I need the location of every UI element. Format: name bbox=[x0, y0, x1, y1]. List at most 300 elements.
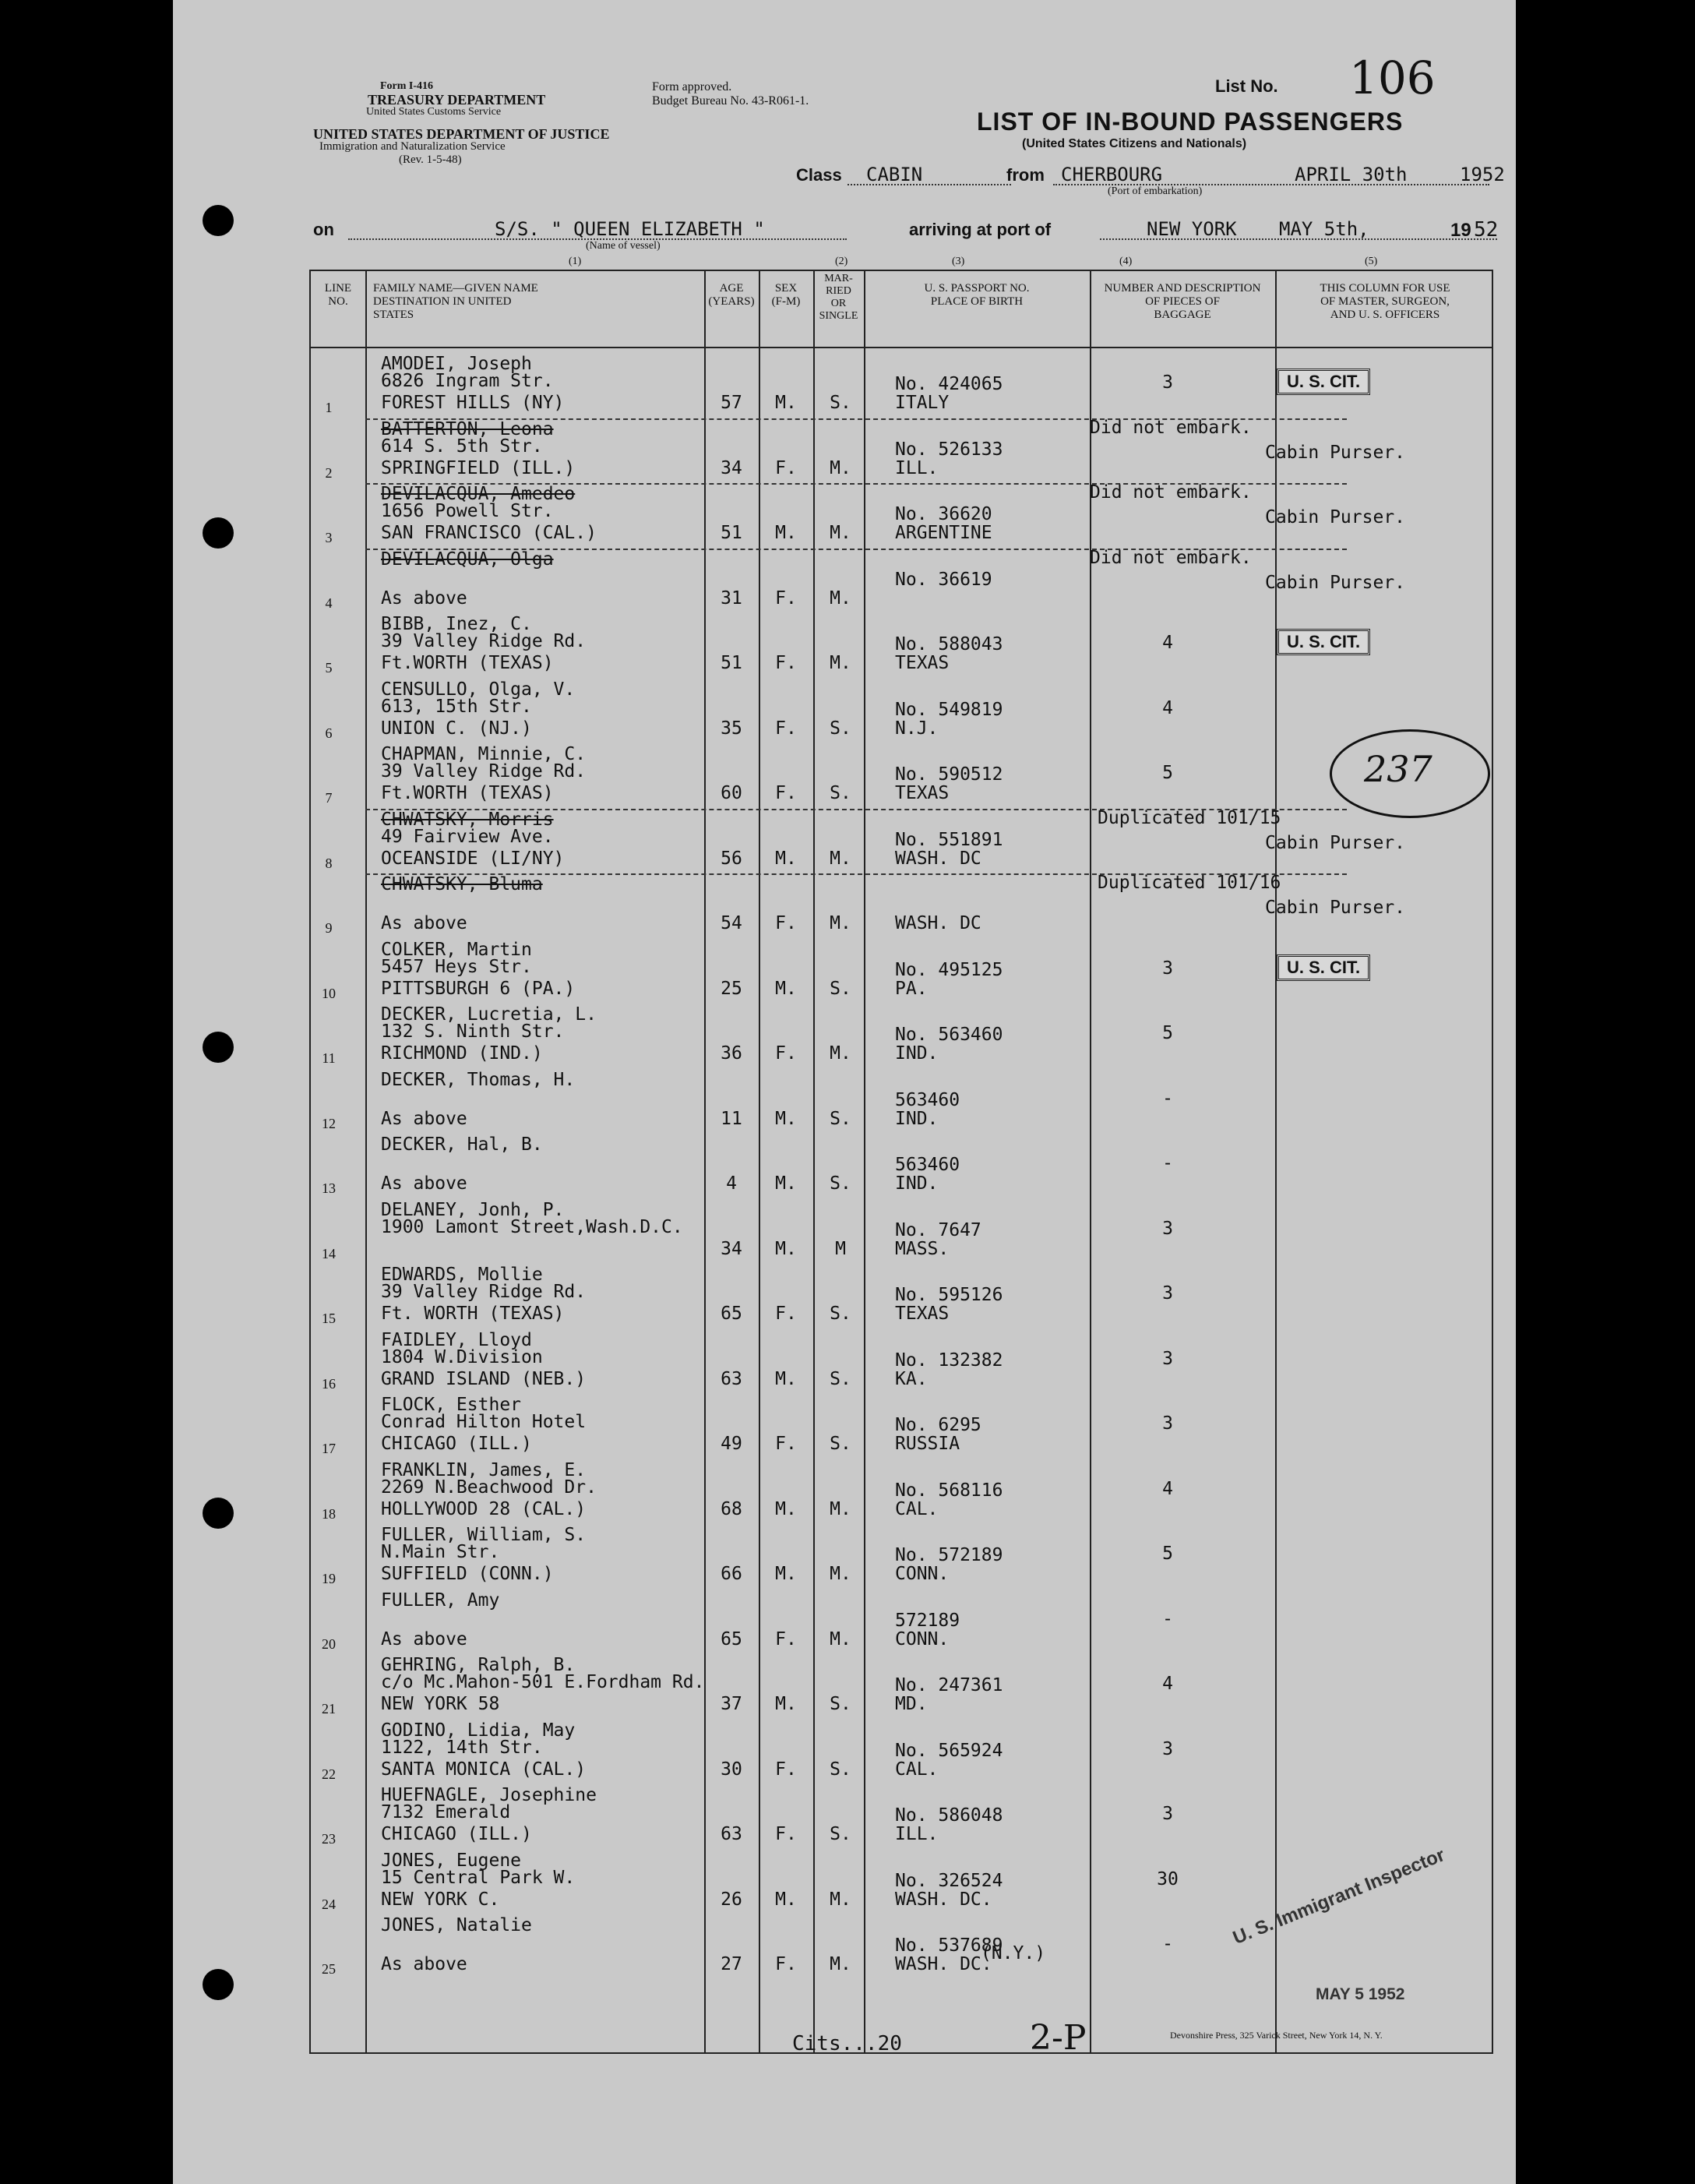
table-row bbox=[311, 809, 1495, 874]
cell-age: 4 bbox=[726, 1173, 737, 1194]
ins-label: Immigration and Naturalization Service bbox=[319, 140, 506, 153]
cell-addr2: CHICAGO (ILL.) bbox=[381, 1434, 532, 1454]
table-row bbox=[311, 483, 1495, 549]
class-underline bbox=[848, 184, 1011, 185]
cell-sex: F. bbox=[775, 1043, 797, 1064]
table-row bbox=[311, 1524, 1495, 1589]
table-row bbox=[311, 1589, 1495, 1655]
cell-addr2: RICHMOND (IND.) bbox=[381, 1043, 543, 1064]
cell-mar: M bbox=[835, 1238, 846, 1259]
from-underline bbox=[1053, 184, 1489, 185]
pages-annotation: 2-P bbox=[1030, 2018, 1087, 2058]
col-line: LINE NO. bbox=[324, 282, 352, 308]
cell-line: 8 bbox=[325, 855, 333, 871]
cell-name: JONES, Eugene bbox=[381, 1850, 522, 1871]
table-row bbox=[311, 1069, 1495, 1134]
cell-pp1: No. 572189 bbox=[895, 1545, 1003, 1565]
cell-pp2: ARGENTINE bbox=[895, 523, 992, 543]
depart-year: 1952 bbox=[1460, 164, 1505, 185]
cell-age: 37 bbox=[721, 1694, 742, 1714]
cell-bag: 3 bbox=[1162, 1413, 1173, 1434]
table-row bbox=[311, 1199, 1495, 1265]
table-row bbox=[311, 1720, 1495, 1785]
cell-line: 12 bbox=[322, 1115, 336, 1131]
cell-addr2: SPRINGFIELD (ILL.) bbox=[381, 457, 576, 478]
cell-name: FLOCK, Esther bbox=[381, 1395, 522, 1415]
cell-addr2: OCEANSIDE (LI/NY) bbox=[381, 848, 565, 869]
cell-pp2: CONN. bbox=[895, 1564, 950, 1584]
col-baggage: NUMBER AND DESCRIPTION OF PIECES OF BAGGAGE bbox=[1104, 282, 1261, 321]
cell-addr2: SANTA MONICA (CAL.) bbox=[381, 1759, 587, 1780]
cell-pp2: WASH. DC. bbox=[895, 1889, 992, 1910]
cell-note1: Duplicated 101/15 bbox=[1098, 807, 1281, 828]
cell-sex: M. bbox=[775, 1889, 797, 1910]
col-num-4: (4) bbox=[1119, 256, 1133, 267]
cell-pp1: No. 6295 bbox=[895, 1415, 981, 1435]
cell-sex: F. bbox=[775, 653, 797, 673]
cell-sex: F. bbox=[775, 587, 797, 609]
class-label: Class bbox=[796, 165, 842, 185]
table-row bbox=[311, 1329, 1495, 1395]
cell-note2: Cabin Purser. bbox=[1265, 442, 1406, 463]
cell-mar: S. bbox=[830, 1759, 851, 1780]
cell-mar: M. bbox=[830, 1954, 851, 1974]
punch-hole bbox=[203, 1498, 234, 1529]
cell-addr2: As above bbox=[381, 587, 467, 609]
cell-stamp: U. S. CIT. bbox=[1277, 954, 1370, 981]
cell-line: 10 bbox=[322, 985, 336, 1001]
col-num-5: (5) bbox=[1365, 256, 1378, 267]
cell-addr2: NEW YORK C. bbox=[381, 1889, 500, 1910]
strike-rule bbox=[365, 873, 1347, 875]
cell-line: 13 bbox=[322, 1180, 336, 1196]
cell-line: 11 bbox=[322, 1050, 336, 1066]
cell-bag: 3 bbox=[1162, 958, 1173, 979]
strike-rule bbox=[365, 418, 1347, 420]
cell-mar: M. bbox=[830, 913, 851, 933]
cell-pp1: No. 586048 bbox=[895, 1805, 1003, 1826]
cell-name: BIBB, Inez, C. bbox=[381, 614, 532, 634]
table-row bbox=[311, 743, 1495, 809]
cell-addr1: 2269 N.Beachwood Dr. bbox=[381, 1477, 597, 1498]
form-number: Form I-416 bbox=[379, 80, 434, 92]
cell-sex: F. bbox=[775, 1759, 797, 1780]
cell-bag: 4 bbox=[1162, 633, 1173, 653]
cell-age: 65 bbox=[721, 1628, 742, 1649]
on-label: on bbox=[313, 220, 334, 239]
cell-addr2: SUFFIELD (CONN.) bbox=[381, 1564, 554, 1584]
cell-mar: S. bbox=[830, 1304, 851, 1324]
cell-name: HUEFNAGLE, Josephine bbox=[381, 1785, 597, 1805]
document-subtitle: (United States Citizens and Nationals) bbox=[1022, 137, 1247, 150]
cell-name: COLKER, Martin bbox=[381, 939, 532, 960]
cell-mar: M. bbox=[830, 653, 851, 673]
cell-name: GEHRING, Ralph, B. bbox=[381, 1655, 576, 1675]
cell-addr1: 614 S. 5th Str. bbox=[381, 436, 543, 457]
table-row bbox=[311, 679, 1495, 744]
cell-age: 66 bbox=[721, 1564, 742, 1584]
cell-pp2: MASS. bbox=[895, 1238, 950, 1259]
cell-pp2: N.J. bbox=[895, 718, 939, 739]
cell-line: 18 bbox=[322, 1505, 336, 1522]
cell-line: 6 bbox=[325, 725, 333, 741]
cell-addr1: 39 Valley Ridge Rd. bbox=[381, 761, 587, 782]
cell-sex: F. bbox=[775, 718, 797, 739]
cell-addr1: 39 Valley Ridge Rd. bbox=[381, 1282, 587, 1302]
cell-sex: M. bbox=[775, 1498, 797, 1519]
cell-pp_extra: (N.Y.) bbox=[981, 1943, 1046, 1963]
cell-age: 51 bbox=[721, 653, 742, 673]
cell-line: 2 bbox=[325, 464, 333, 481]
cell-name: DECKER, Thomas, H. bbox=[381, 1069, 576, 1090]
cell-bag: 5 bbox=[1162, 1023, 1173, 1043]
arrival-year-prefix: 19 bbox=[1450, 220, 1471, 241]
arrival-year: 52 bbox=[1474, 218, 1499, 242]
cell-line: 1 bbox=[325, 400, 333, 415]
cell-addr1: Conrad Hilton Hotel bbox=[381, 1412, 587, 1432]
cell-addr2: Ft. WORTH (TEXAS) bbox=[381, 1304, 565, 1324]
cell-note1: Did not embark. bbox=[1090, 547, 1252, 568]
table-row bbox=[311, 1459, 1495, 1525]
cell-sex: F. bbox=[775, 1628, 797, 1649]
table-row bbox=[311, 1914, 1495, 1980]
cell-mar: M. bbox=[830, 457, 851, 478]
cell-line: 7 bbox=[325, 790, 333, 806]
cell-sex: F. bbox=[775, 913, 797, 933]
arrival-underline bbox=[1100, 238, 1497, 240]
cell-line: 9 bbox=[325, 920, 333, 936]
cell-sex: M. bbox=[775, 1108, 797, 1129]
cell-name: DECKER, Lucretia, L. bbox=[381, 1004, 597, 1025]
cell-pp2: IND. bbox=[895, 1043, 939, 1064]
cell-age: 35 bbox=[721, 718, 742, 739]
punch-hole bbox=[203, 1969, 234, 2000]
table-row bbox=[311, 1134, 1495, 1199]
strike-rule bbox=[365, 483, 1347, 485]
from-label: from bbox=[1006, 165, 1045, 185]
cell-addr1: 613, 15th Str. bbox=[381, 696, 532, 717]
budget-bureau: Budget Bureau No. 43-R061-1. bbox=[652, 94, 809, 108]
cell-mar: M. bbox=[830, 848, 851, 869]
cell-addr2: SAN FRANCISCO (CAL.) bbox=[381, 523, 597, 543]
cell-line: 21 bbox=[322, 1701, 336, 1717]
punch-hole bbox=[203, 1032, 234, 1063]
cell-addr1: 1122, 14th Str. bbox=[381, 1737, 543, 1758]
cell-note2: Cabin Purser. bbox=[1265, 507, 1406, 527]
cell-pp2: IND. bbox=[895, 1173, 939, 1194]
cell-addr1: 6826 Ingram Str. bbox=[381, 371, 554, 391]
cell-pp2: MD. bbox=[895, 1694, 928, 1714]
cell-note1: Did not embark. bbox=[1090, 417, 1252, 438]
table-row bbox=[311, 873, 1495, 939]
cell-mar: M. bbox=[830, 1889, 851, 1910]
col-sex: SEX (F-M) bbox=[771, 282, 801, 308]
cell-line: 17 bbox=[322, 1441, 336, 1456]
strike-rule bbox=[365, 549, 1347, 550]
justice-label: UNITED STATES DEPARTMENT OF JUSTICE bbox=[313, 126, 610, 142]
cell-pp1: 572189 bbox=[895, 1610, 960, 1631]
cell-mar: M. bbox=[830, 1564, 851, 1584]
cell-mar: S. bbox=[830, 1108, 851, 1129]
cell-pp1: 563460 bbox=[895, 1089, 960, 1110]
cell-sex: M. bbox=[775, 1564, 797, 1584]
cell-age: 57 bbox=[721, 393, 742, 413]
cell-sex: F. bbox=[775, 783, 797, 803]
cell-mar: S. bbox=[830, 1824, 851, 1844]
cell-name: FAIDLEY, Lloyd bbox=[381, 1329, 532, 1350]
cell-mar: S. bbox=[830, 783, 851, 803]
cell-bag: - bbox=[1162, 1153, 1173, 1173]
cell-age: 54 bbox=[721, 913, 742, 933]
cell-bag: 30 bbox=[1157, 1868, 1179, 1889]
class-value: CABIN bbox=[866, 164, 923, 185]
cell-line: 19 bbox=[322, 1571, 336, 1586]
cell-pp1: No. 7647 bbox=[895, 1219, 981, 1240]
cell-bag: - bbox=[1162, 1934, 1173, 1954]
cell-pp2: CAL. bbox=[895, 1498, 939, 1519]
cell-bag: 3 bbox=[1162, 372, 1173, 393]
cell-line: 14 bbox=[322, 1245, 336, 1261]
cell-note1: Duplicated 101/16 bbox=[1098, 873, 1281, 893]
cell-bag: 3 bbox=[1162, 1804, 1173, 1824]
cell-bag: 4 bbox=[1162, 1478, 1173, 1499]
cell-line: 20 bbox=[322, 1635, 336, 1652]
table-row bbox=[311, 1784, 1495, 1850]
cell-age: 36 bbox=[721, 1043, 742, 1064]
cell-line: 22 bbox=[322, 1766, 336, 1782]
cell-name: EDWARDS, Mollie bbox=[381, 1265, 543, 1285]
cell-stamp: U. S. CIT. bbox=[1277, 629, 1370, 655]
cell-pp2: PA. bbox=[895, 978, 928, 999]
cell-pp2: KA. bbox=[895, 1368, 928, 1389]
cell-pp1: No. 565924 bbox=[895, 1740, 1003, 1761]
cell-age: 11 bbox=[721, 1108, 742, 1129]
cell-line: 3 bbox=[325, 530, 333, 545]
cell-bag: 5 bbox=[1162, 1544, 1173, 1564]
table-row bbox=[311, 353, 1495, 418]
cell-name: CHAPMAN, Minnie, C. bbox=[381, 744, 587, 764]
cell-pp1: No. 537689 bbox=[895, 1935, 1003, 1956]
table-row bbox=[311, 549, 1495, 614]
cell-sex: F. bbox=[775, 1304, 797, 1324]
cell-mar: M. bbox=[830, 1628, 851, 1649]
cell-pp2: TEXAS bbox=[895, 653, 950, 673]
cell-sex: M. bbox=[775, 1694, 797, 1714]
passenger-table bbox=[309, 270, 1493, 2054]
arrival-date: MAY 5th, bbox=[1279, 218, 1369, 240]
cell-pp2: IND. bbox=[895, 1108, 939, 1129]
cell-line: 4 bbox=[325, 595, 333, 611]
cell-pp1: No. 590512 bbox=[895, 764, 1003, 785]
cell-age: 63 bbox=[721, 1368, 742, 1389]
cell-pp1: No. 526133 bbox=[895, 439, 1003, 460]
cell-name: DEVILACQUA, Amedeo bbox=[381, 484, 576, 504]
cell-age: 60 bbox=[721, 783, 742, 803]
cell-bag: 5 bbox=[1162, 763, 1173, 783]
cell-addr1: c/o Mc.Mahon-501 E.Fordham Rd. bbox=[381, 1672, 705, 1692]
cell-name: AMODEI, Joseph bbox=[381, 354, 532, 374]
cell-bag: 4 bbox=[1162, 697, 1173, 718]
cell-sex: M. bbox=[775, 393, 797, 413]
cell-addr1: 15 Central Park W. bbox=[381, 1867, 576, 1888]
cell-mar: S. bbox=[830, 1694, 851, 1714]
cell-pp1: No. 132382 bbox=[895, 1350, 1003, 1371]
cell-pp1: No. 595126 bbox=[895, 1285, 1003, 1305]
col-passport: U. S. PASSPORT NO. PLACE OF BIRTH bbox=[924, 282, 1030, 308]
cell-addr1: 1804 W.Division bbox=[381, 1346, 543, 1367]
col-num-1: (1) bbox=[569, 256, 582, 267]
cell-note2: Cabin Purser. bbox=[1265, 898, 1406, 918]
cell-age: 25 bbox=[721, 978, 742, 999]
cell-line: 23 bbox=[322, 1831, 336, 1847]
cell-addr1: 7132 Emerald bbox=[381, 1802, 511, 1822]
cell-pp2: RUSSIA bbox=[895, 1434, 960, 1454]
revision: (Rev. 1-5-48) bbox=[399, 153, 462, 166]
table-row bbox=[311, 418, 1495, 484]
cell-addr2: Ft.WORTH (TEXAS) bbox=[381, 653, 554, 673]
table-row bbox=[311, 939, 1495, 1004]
cell-addr2: PITTSBURGH 6 (PA.) bbox=[381, 978, 576, 999]
cell-pp2: CAL. bbox=[895, 1759, 939, 1780]
cell-addr1: 132 S. Ninth Str. bbox=[381, 1021, 565, 1042]
from-value: CHERBOURG bbox=[1061, 164, 1163, 185]
cell-mar: M. bbox=[830, 1498, 851, 1519]
cell-pp1: No. 495125 bbox=[895, 959, 1003, 980]
cell-pp2: CONN. bbox=[895, 1628, 950, 1649]
cell-pp1: No. 563460 bbox=[895, 1025, 1003, 1045]
depart-date: APRIL 30th bbox=[1295, 164, 1408, 185]
cell-sex: F. bbox=[775, 457, 797, 478]
table-row bbox=[311, 613, 1495, 679]
table-row bbox=[311, 1004, 1495, 1069]
vessel-name: S/S. " QUEEN ELIZABETH " bbox=[495, 218, 765, 240]
manifest-sheet bbox=[173, 0, 1516, 2184]
col-num-2: (2) bbox=[835, 256, 848, 267]
list-number: 106 bbox=[1349, 51, 1436, 104]
cell-age: 31 bbox=[721, 587, 742, 609]
cell-name: DECKER, Hal, B. bbox=[381, 1134, 543, 1155]
cell-addr1: 5457 Heys Str. bbox=[381, 956, 532, 977]
col-age: AGE (YEARS) bbox=[708, 282, 755, 308]
cell-bag: 3 bbox=[1162, 1283, 1173, 1304]
arriving-label: arriving at port of bbox=[909, 220, 1052, 239]
cell-bag: 4 bbox=[1162, 1674, 1173, 1694]
arrival-port: NEW YORK bbox=[1147, 218, 1237, 240]
cell-addr2: Ft.WORTH (TEXAS) bbox=[381, 783, 554, 803]
cell-pp1: No. 568116 bbox=[895, 1480, 1003, 1501]
cell-mar: M. bbox=[830, 523, 851, 543]
cell-addr2: CHICAGO (ILL.) bbox=[381, 1824, 532, 1844]
cell-name: CHWATSKY, Morris bbox=[381, 809, 554, 830]
circled-number: 237 bbox=[1364, 748, 1432, 790]
cell-bag: - bbox=[1162, 1608, 1173, 1629]
cell-pp1: No. 551891 bbox=[895, 829, 1003, 850]
table-row bbox=[311, 1394, 1495, 1459]
customs-label: United States Customs Service bbox=[366, 106, 502, 118]
cell-addr2: GRAND ISLAND (NEB.) bbox=[381, 1368, 587, 1389]
cell-addr1: N.Main Str. bbox=[381, 1542, 500, 1562]
port-caption: (Port of embarkation) bbox=[1108, 185, 1203, 197]
cell-addr2: NEW YORK 58 bbox=[381, 1694, 500, 1714]
cell-name: CENSULLO, Olga, V. bbox=[381, 679, 576, 700]
cell-name: FULLER, William, S. bbox=[381, 1525, 587, 1545]
cell-sex: F. bbox=[775, 1954, 797, 1974]
cell-sex: M. bbox=[775, 978, 797, 999]
punch-hole bbox=[203, 517, 234, 549]
col-married: MAR- RIED OR SINGLE bbox=[819, 273, 858, 322]
table-row bbox=[311, 1264, 1495, 1329]
list-no-label: List No. bbox=[1215, 76, 1278, 96]
cell-mar: S. bbox=[830, 393, 851, 413]
printer-imprint: Devonshire Press, 325 Varick Street, New York 14, N. Y. bbox=[1170, 2030, 1383, 2041]
cell-mar: S. bbox=[830, 1434, 851, 1454]
cell-age: 27 bbox=[721, 1954, 742, 1974]
cell-sex: F. bbox=[775, 1824, 797, 1844]
inspector-date: MAY 5 1952 bbox=[1316, 1985, 1405, 2003]
cell-mar: S. bbox=[830, 1368, 851, 1389]
vessel-caption: (Name of vessel) bbox=[586, 240, 661, 252]
cell-pp1: No. 36619 bbox=[895, 569, 992, 590]
cell-name: FULLER, Amy bbox=[381, 1589, 500, 1611]
treasury-label: TREASURY DEPARTMENT bbox=[368, 92, 546, 108]
cell-name: FRANKLIN, James, E. bbox=[381, 1459, 587, 1480]
table-row bbox=[311, 1654, 1495, 1720]
cell-addr1: 39 Valley Ridge Rd. bbox=[381, 631, 587, 651]
cell-sex: F. bbox=[775, 1434, 797, 1454]
cell-bag: 3 bbox=[1162, 1348, 1173, 1369]
cell-addr1: 1900 Lamont Street,Wash.D.C. bbox=[381, 1216, 683, 1237]
cell-sex: M. bbox=[775, 848, 797, 869]
cell-pp1: No. 326524 bbox=[895, 1870, 1003, 1891]
cell-addr2: UNION C. (NJ.) bbox=[381, 718, 532, 739]
cell-addr2: FOREST HILLS (NY) bbox=[381, 393, 565, 413]
cell-mar: S. bbox=[830, 718, 851, 739]
cell-name: JONES, Natalie bbox=[381, 1915, 532, 1935]
cell-addr2: As above bbox=[381, 913, 467, 933]
citizens-count: Cits...20 bbox=[792, 2032, 902, 2055]
cell-age: 30 bbox=[721, 1759, 742, 1780]
cell-pp2: WASH. DC. bbox=[895, 1954, 992, 1974]
cell-sex: M. bbox=[775, 1368, 797, 1389]
cell-name: CHWATSKY, Bluma bbox=[381, 874, 543, 894]
cell-age: 49 bbox=[721, 1434, 742, 1454]
cell-pp1: No. 247361 bbox=[895, 1675, 1003, 1695]
cell-mar: M. bbox=[830, 1043, 851, 1064]
cell-sex: M. bbox=[775, 1173, 797, 1194]
cell-stamp: U. S. CIT. bbox=[1277, 369, 1370, 395]
cell-pp1: No. 424065 bbox=[895, 374, 1003, 394]
cell-name: DEVILACQUA, Olga bbox=[381, 549, 554, 570]
cell-pp2: ILL. bbox=[895, 457, 939, 478]
cell-sex: M. bbox=[775, 1238, 797, 1259]
cell-line: 5 bbox=[325, 660, 333, 676]
cell-addr2: HOLLYWOOD 28 (CAL.) bbox=[381, 1498, 587, 1519]
cell-pp2: WASH. DC bbox=[895, 913, 981, 933]
cell-mar: S. bbox=[830, 1173, 851, 1194]
col-officers: THIS COLUMN FOR USE OF MASTER, SURGEON, AND U. S. OFFICERS bbox=[1320, 282, 1450, 321]
cell-addr2: As above bbox=[381, 1628, 467, 1649]
cell-note2: Cabin Purser. bbox=[1265, 832, 1406, 853]
cell-addr2: As above bbox=[381, 1173, 467, 1194]
col-name: FAMILY NAME—GIVEN NAME DESTINATION IN UNITED STATES bbox=[373, 282, 538, 321]
cell-age: 26 bbox=[721, 1889, 742, 1910]
col-num-3: (3) bbox=[952, 256, 965, 267]
cell-mar: S. bbox=[830, 978, 851, 999]
cell-pp2: WASH. DC bbox=[895, 848, 981, 869]
form-approved: Form approved. bbox=[652, 80, 732, 93]
cell-age: 56 bbox=[721, 848, 742, 869]
cell-pp2: ITALY bbox=[895, 393, 950, 413]
